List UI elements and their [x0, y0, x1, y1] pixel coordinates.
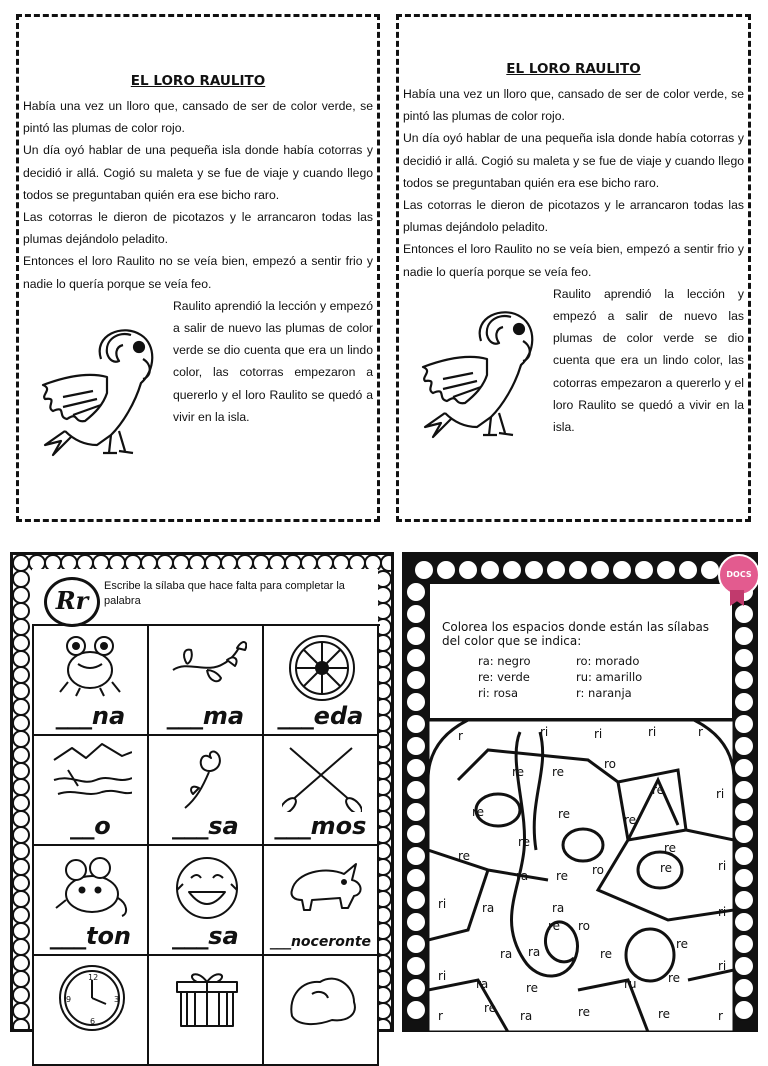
mosaic-label: ra [520, 1009, 533, 1023]
mosaic-label: ra [552, 901, 565, 915]
letter-badge: Rr [44, 577, 100, 627]
svg-text:3: 3 [114, 995, 120, 1004]
mosaic-label: ra [500, 947, 513, 961]
legend-item: ri: rosa [478, 686, 519, 700]
story-paragraph: Había una vez un lloro que, cansado de ser de color verde, se pintó las plumas de color rojo. [23, 99, 373, 136]
story-title: EL LORO RAULITO [506, 61, 641, 77]
mosaic-label: r [438, 1009, 443, 1023]
mosaic-label: re [512, 765, 525, 779]
syllable-word: ___noceronte [269, 934, 372, 950]
story-ending: Raulito aprendió la lección y empezó a salir de nuevo las plumas de color verde se dio cuenta que era un lindo color, las cotorras empezaron a quererlo y el loro Raulito se quedó a vivir en la isla. [553, 286, 744, 435]
story-ending: Raulito aprendió la lección y empezó a salir de nuevo las plumas de color verde se dio cuenta que era un lindo color, las cotorras empezaron a quererlo y el loro Raulito se quedó a vivir en la isla. [173, 298, 373, 424]
mosaic-label: ri [648, 725, 657, 739]
syllable-word: ___eda [277, 702, 364, 730]
mosaic-label: re [668, 971, 681, 985]
svg-text:12: 12 [88, 973, 99, 982]
mouse-icon [52, 850, 132, 922]
laughing-face-icon [167, 850, 247, 922]
mosaic-label: ro [604, 757, 617, 771]
mosaic-label: ri [718, 959, 727, 973]
mosaic-label: ri [438, 969, 447, 983]
river-icon [52, 740, 132, 812]
syllable-cell [149, 956, 264, 1066]
worksheet-instruction: Escribe la sílaba que hace falta para completar la palabra [104, 580, 345, 607]
coloring-worksheet [402, 552, 758, 1032]
legend-item: r: naranja [576, 686, 632, 700]
syllable-cell [34, 846, 149, 956]
frog-icon [52, 630, 132, 702]
mosaic-label: re [548, 919, 561, 933]
syllable-word: ___ma [166, 702, 245, 730]
story-card-right [396, 14, 751, 522]
story-paragraph: Un día oyó hablar de una pequeña isla donde había cotorras y decidió ir allá. Cogió su maleta y se fue de viaje y cuando llego todos se preguntaban quién era ese bicho raro. [23, 143, 373, 202]
mosaic-label: ra [528, 945, 541, 959]
brand-logo [718, 554, 758, 606]
story-card-left [16, 14, 380, 522]
mosaic-label: ri [716, 787, 725, 801]
mosaic-label: ra [476, 977, 489, 991]
syllable-cell [149, 846, 264, 956]
mosaic-label: re [552, 765, 565, 779]
syllable-worksheet [10, 552, 394, 1032]
legend-item: ro: morado [576, 654, 640, 668]
rose-icon [167, 740, 247, 812]
mosaic-label: re [624, 813, 637, 827]
syllable-word: ___mos [274, 812, 367, 840]
coloring-mosaic [428, 720, 734, 1032]
mosaic-label: r [458, 729, 463, 743]
syllable-word: __o [70, 812, 111, 840]
clock-icon [52, 960, 132, 1032]
syllable-word: ___sa [172, 922, 239, 950]
mosaic-label: r [718, 1009, 723, 1023]
parrot-icon [23, 313, 173, 463]
mosaic-label: re [518, 835, 531, 849]
coloring-instruction-box [428, 582, 734, 720]
syllable-word: ___sa [172, 812, 239, 840]
mosaic-label: re [484, 1001, 497, 1015]
mosaic-label: re [578, 1005, 591, 1019]
wheel-icon [282, 630, 362, 702]
syllable-cell [264, 956, 379, 1066]
svg-text:9: 9 [66, 995, 72, 1004]
logo-text: DOCS [718, 554, 758, 596]
story-paragraph: Las cotorras le dieron de picotazos y le arrancaron todas las plumas dejándolo peladito. [23, 210, 373, 247]
story-paragraph: Las cotorras le dieron de picotazos y le arrancaron todas las plumas dejándolo peladito. [403, 198, 744, 235]
mosaic-label: ro [578, 919, 591, 933]
ribbon-icon [730, 590, 744, 606]
syllable-cell [264, 626, 379, 736]
mosaic-label: ra [482, 901, 495, 915]
coloring-instruction: Colorea los espacios donde están las sílabas del color que se indica: [442, 620, 710, 648]
mosaic-label: re [676, 937, 689, 951]
parrot-icon [403, 295, 553, 445]
syllable-cell [34, 626, 149, 736]
syllable-grid [32, 624, 380, 1066]
svg-text:6: 6 [90, 1017, 96, 1026]
gift-icon [167, 960, 247, 1032]
mosaic-label: ri [594, 727, 603, 741]
mosaic-label: r [698, 725, 703, 739]
syllable-cell [149, 626, 264, 736]
syllable-cell [34, 736, 149, 846]
oars-icon [282, 740, 362, 812]
syllable-cell [34, 956, 149, 1066]
mosaic-label: ri [540, 725, 549, 739]
story-paragraph: Un día oyó hablar de una pequeña isla donde había cotorras y decidió ir allá. Cogió su maleta y se fue de viaje y cuando llego todos se preguntaban quién era ese bicho raro. [403, 131, 744, 190]
branch-icon [167, 630, 247, 702]
mosaic-label: ri [438, 897, 447, 911]
rhinoceros-icon [282, 850, 362, 922]
mosaic-label: re [658, 1007, 671, 1021]
syllable-cell [264, 846, 379, 956]
mosaic-label: ri [718, 859, 727, 873]
mosaic-label: re [526, 981, 539, 995]
mosaic-label: re [458, 849, 471, 863]
mosaic-label: re [558, 807, 571, 821]
mosaic-label: ra [516, 869, 529, 883]
legend-item: ru: amarillo [576, 670, 643, 684]
legend-item: re: verde [478, 670, 530, 684]
mosaic-label: re [472, 805, 485, 819]
rock-icon [282, 960, 362, 1032]
story-paragraph: Había una vez un lloro que, cansado de ser de color verde, se pintó las plumas de color rojo. [403, 87, 744, 124]
mosaic-label: ri [718, 905, 727, 919]
mosaic-label: re [660, 861, 673, 875]
syllable-cell [149, 736, 264, 846]
mosaic-label: ru [624, 977, 637, 991]
mosaic-label: ro [592, 863, 605, 877]
mosaic-label: re [556, 869, 569, 883]
story-paragraph: Entonces el loro Raulito no se veía bien, empezó a sentir frio y nadie lo quería porque se veía feo. [403, 242, 744, 279]
story-paragraph: Entonces el loro Raulito no se veía bien, empezó a sentir frio y nadie lo quería porque se veía feo. [23, 254, 373, 291]
syllable-word: ___na [55, 702, 126, 730]
story-title: EL LORO RAULITO [130, 73, 266, 89]
color-legend [478, 654, 698, 701]
mosaic-label: re [600, 947, 613, 961]
legend-item: ra: negro [478, 654, 531, 668]
syllable-cell [264, 736, 379, 846]
mosaic-label: re [652, 783, 665, 797]
syllable-word: ___ton [49, 922, 132, 950]
mosaic-label: re [664, 841, 677, 855]
